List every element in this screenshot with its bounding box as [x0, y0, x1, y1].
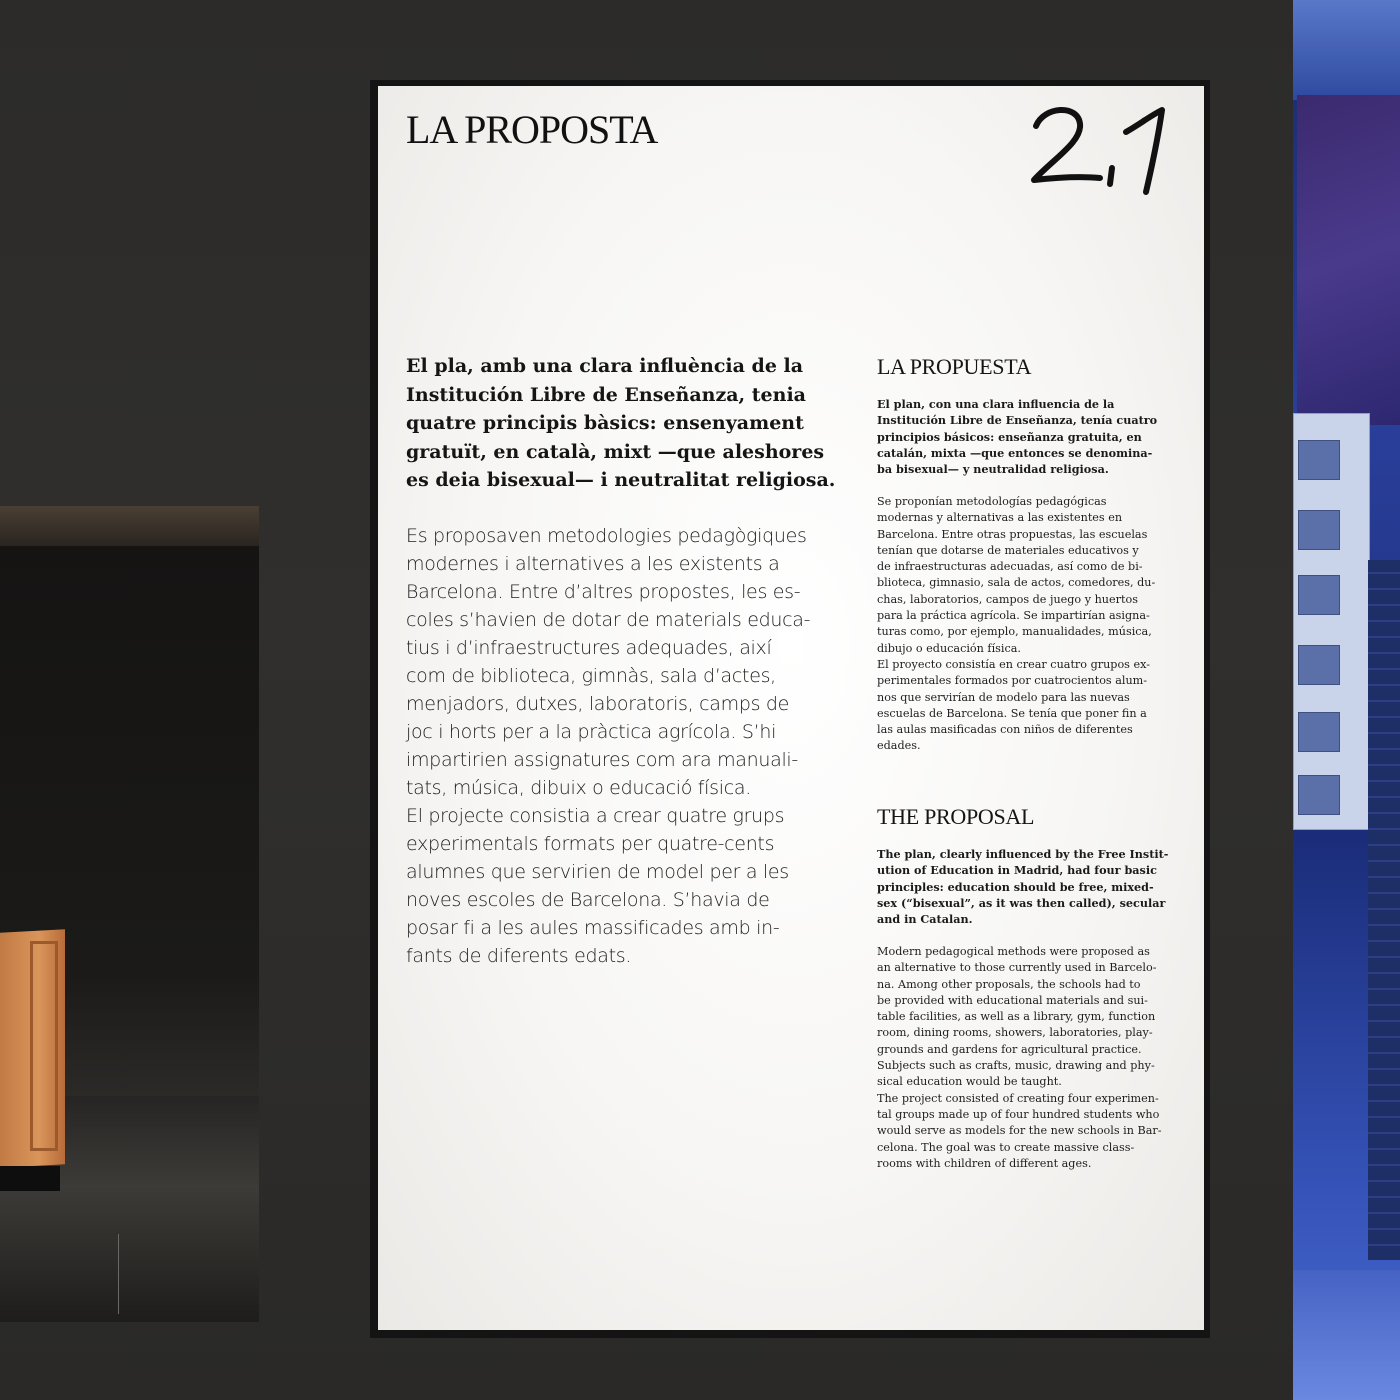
poster-image — [1298, 775, 1340, 815]
panel-title: LA PROPOSTA — [406, 107, 658, 152]
catalan-body: Es proposaven metodologies pedagògiques modernes i alternatives a les existents a Barcelona. Entre d’altres propostes, les es- coles s’havien de dotar de materials educa- tius i d’infraestructures adequades, així com de biblioteca, gimnàs, sala d’actes, menjadors, dutxes, laboratoris, camps de joc i horts per a la pràctica agrícola. S’hi impartirien assignatures com ara manuali- tats, música, dibuix o educació física. El projecte consistia a crear quatre grups experimentals formats per quatre-cents alumnes que servirien de model per a les noves escoles de Barcelona. S’havia de posar fi a les aules massificades amb in- fants de diferents edats. — [406, 525, 811, 967]
english-lead: The plan, clearly influenced by the Free Instit- ution of Education in Madrid, had four basic principles: education should be free, mixed- sex (“bisexual”, as it was then called), secular and in Catalan. — [877, 847, 1169, 927]
floor — [1293, 1270, 1400, 1400]
display-case-lid — [0, 506, 259, 546]
poster-image — [1298, 712, 1340, 752]
display-case — [0, 506, 259, 1322]
catalan-lead: El pla, amb una clara influència de la Institución Libre de Enseñanza, tenia quatre principis bàsics: ensenyament gratuït, en català, mixt —que aleshores es deia bisexual— i neutralitat religiosa. — [406, 355, 836, 491]
spanish-title: LA PROPUESTA — [877, 354, 1032, 379]
brick-wall — [1368, 560, 1400, 1260]
english-title: THE PROPOSAL — [877, 804, 1035, 829]
hanging-banner — [1297, 95, 1400, 425]
spanish-lead: El plan, con una clara influencia de la Institución Libre de Enseñanza, tenía cuatro principios básicos: enseñanza gratuita, en catalán, mixta —que entonces se denomina- ba bisexual— y neutralidad religiosa. — [877, 397, 1158, 477]
poster-image — [1298, 440, 1340, 480]
english-body: Modern pedagogical methods were proposed as an alternative to those currently used in Barcelo- na. Among other proposals, the schools had to be provided with educational materials and sui- table facilities, as well as a library, gym, function room, dining rooms, showers, laboratories, play- grounds and gardens for agricultural practice. Subjects such as crafts, music, drawing and phy- sical education would be taught. The project consisted of creating four experimen- tal groups made up of four hundred students who would serve as models for the new schools in Bar- celona. The goal was to create massive class- rooms with children of different ages. — [877, 945, 1162, 1170]
document-stand — [0, 1166, 60, 1191]
poster-image — [1298, 575, 1340, 615]
poster-image — [1298, 510, 1340, 550]
hanging-flags — [1293, 0, 1400, 100]
document-ornament — [30, 941, 58, 1151]
poster-image — [1298, 645, 1340, 685]
spanish-body: Se proponían metodologías pedagógicas modernas y alternativas a las existentes en Barcelona. Entre otras propuestas, las escuelas tenían que dotarse de materiales educativos y de infraestructuras adecuadas, así como de bi- blioteca, gimnasio, sala de actos, comedores, du- chas, laboratorios, campos de juego y huertos para la práctica agrícola. Se impartirían asigna- turas como, por ejemplo, manualidades, música, dibujo o educación física. El proyecto consistía en crear cuatro grupos ex- perimentales formados por cuatrocientos alum- nos que servirían de modelo para las nuevas escuelas de Barcelona. Se tenía que poner fin a las aulas masificadas con niños de diferentes edades. — [877, 495, 1156, 753]
object-caption-illegible — [118, 1234, 255, 1314]
section-number-handwritten — [1030, 98, 1175, 198]
